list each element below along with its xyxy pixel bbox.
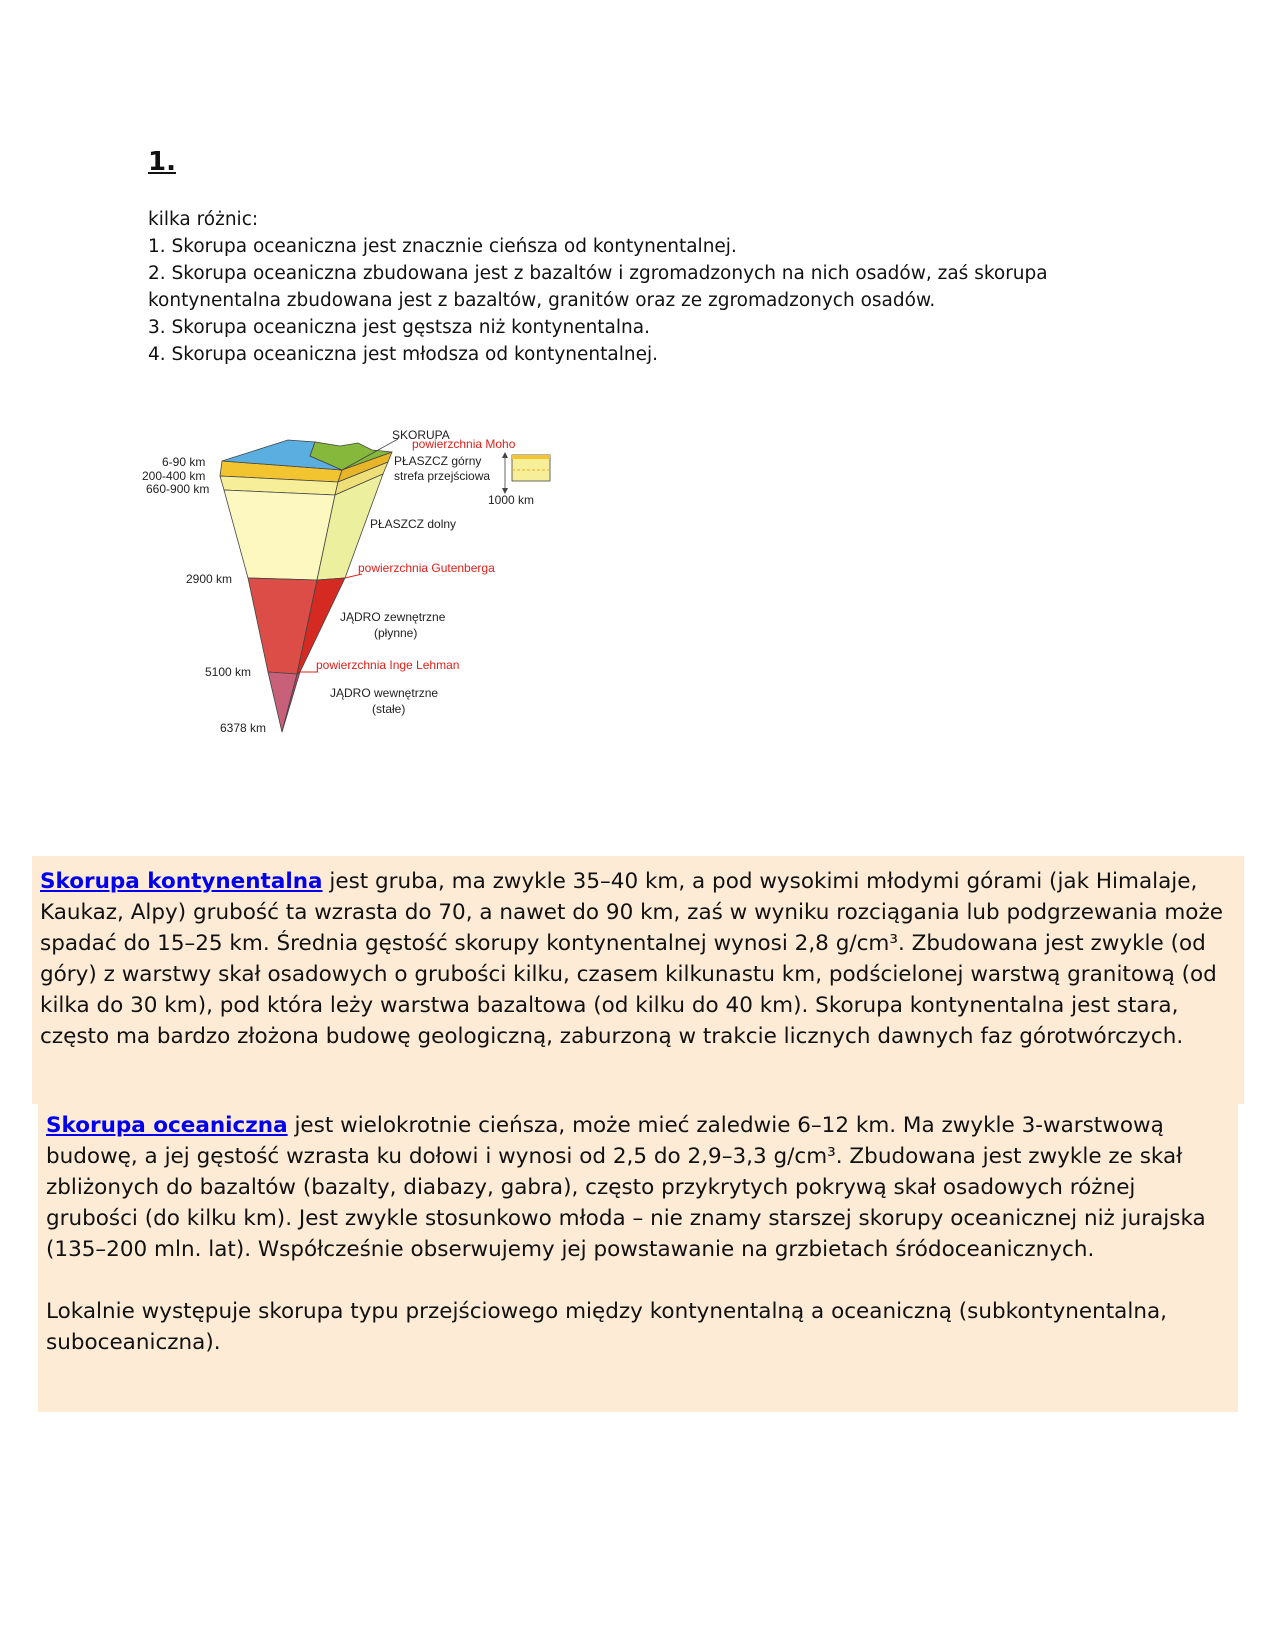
depth-label-transition: 660-900 km [146,482,210,496]
label-crust: SKORUPA [392,428,450,442]
depth-label-center: 6378 km [220,721,267,735]
continental-crust-box [32,856,1244,1104]
depth-label-gutenberg: 2900 km [186,572,233,586]
oceanic-paragraph [46,1110,1230,1265]
continental-crust-link[interactable]: Skorupa kontynentalna [40,869,323,894]
label-lehmann: powierzchnia Inge Lehman [316,658,460,672]
depth-label-lehmann: 5100 km [205,665,252,679]
label-inset-depth: 1000 km [488,493,535,507]
label-transition: strefa przejściowa [394,469,491,483]
label-gutenberg: powierzchnia Gutenberga [358,561,495,575]
depth-label-upper: 200-400 km [142,469,206,483]
lower-mantle-layer [224,490,335,580]
transitional-crust-note: Lokalnie występuje skorupa typu przejściowego między kontynentalną a oceaniczną (subkontynentalna, suboceaniczna). [46,1299,1167,1355]
inset-moho-band [512,455,550,459]
earth-structure-diagram [140,428,580,775]
label-inner-core: JĄDRO wewnętrzne [330,686,439,700]
inner-core-layer [268,672,297,732]
paragraph-gap [46,1265,1230,1296]
continental-description: jest gruba, ma zwykle 35–40 km, a pod wysokimi młodymi górami (jak Himalaje, Kaukaz, Alpy) grubość ta wzrasta do 70, a nawet do 90 km, zaś w wyniku rozciągania lub podgrzewania może spadać do 15–25 km. Średnia gęstość skorupy kontynentalnej wynosi 2,8 g/cm³. Zbudowana jest zwykle (od góry) z warstwy skał osadowych o grubości kilku, czasem kilkunastu km, podścielonej warstwą granitową (od kilka do 30 km), pod która leży warstwa bazaltowa (od kilku do 40 km). Skorupa kontynentalna jest stara, często ma bardzo złożona budowę geologiczną, zaburzoną w trakcie licznych dawnych faz górotwórczych. [40,869,1223,1049]
depth-label-crust: 6-90 km [162,455,206,469]
outer-core-layer [248,578,317,674]
difference-item-2: 2. Skorupa oceaniczna zbudowana jest z bazaltów i zgromadzonych na nich osadów, zaś skorupa kontynentalna zbudowana jest z bazaltów, granitów oraz ze zgromadzonych osadów. [148,263,1048,311]
difference-item-3: 3. Skorupa oceaniczna jest gęstsza niż kontynentalna. [148,317,650,338]
earth-cross-section [140,428,580,775]
label-moho: powierzchnia Moho [412,437,516,451]
continental-paragraph [40,866,1236,1052]
difference-item-1: 1. Skorupa oceaniczna jest znacznie cieńsza od kontynentalnej. [148,236,737,257]
label-lower-mantle: PŁASZCZ dolny [370,517,457,531]
differences-intro: kilka różnic: [148,209,259,230]
label-outer-core-state: (płynne) [374,626,418,640]
section-heading: 1. [148,147,176,177]
oceanic-crust-link[interactable]: Skorupa oceaniczna [46,1113,288,1138]
label-outer-core: JĄDRO zewnętrzne [340,610,446,624]
differences-list [148,206,1148,368]
difference-item-4: 4. Skorupa oceaniczna jest młodsza od kontynentalnej. [148,344,658,365]
oceanic-description: jest wielokrotnie cieńsza, może mieć zaledwie 6–12 km. Ma zwykle 3-warstwową budowę, a jej gęstość wzrasta ku dołowi i wynosi od 2,5 do 2,9–3,3 g/cm³. Zbudowana jest zwykle ze skał zbliżonych do bazaltów (bazalty, diabazy, gabra), często przykrytych pokrywą skał osadowych różnej grubości (do kilku km). Jest zwykle stosunkowo młoda – nie znamy starszej skorupy oceanicznej niż jurajska (135–200 mln. lat). Współcześnie obserwujemy jej powstawanie na grzbietach śródoceanicznych. [46,1113,1206,1262]
label-inner-core-state: (stałe) [372,702,406,716]
label-upper-mantle: PŁASZCZ górny [394,454,482,468]
oceanic-crust-box [38,1104,1238,1412]
